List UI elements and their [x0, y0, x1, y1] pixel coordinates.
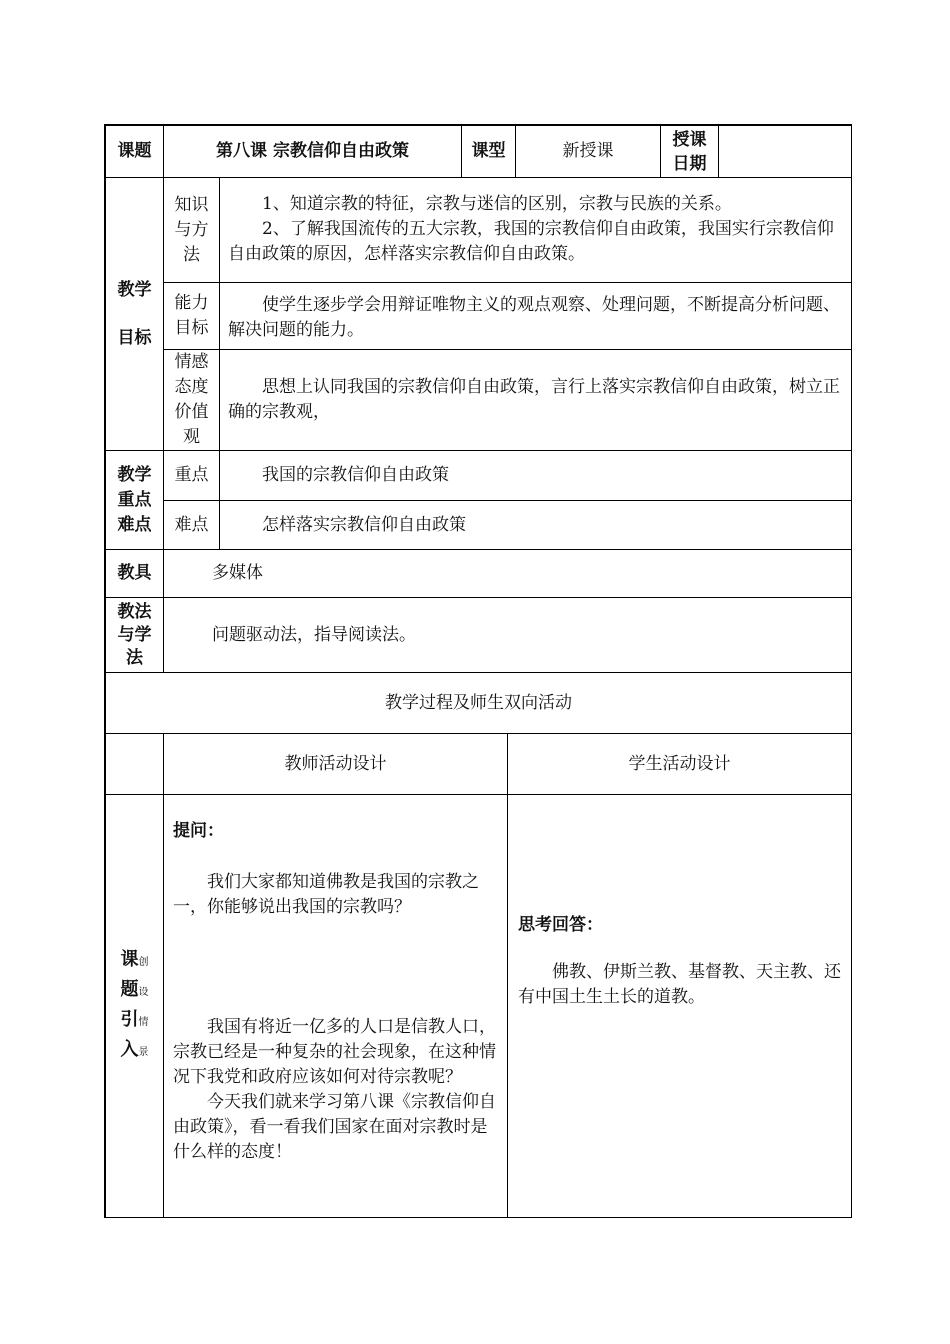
intro-label-char-4: 入 [120, 1039, 139, 1060]
objectives-label-line2: 目标 [117, 328, 152, 348]
keypoints-label-1: 教学 [117, 464, 152, 485]
emotion-label [163, 349, 220, 451]
difficulty-label: 难点 [163, 500, 220, 550]
ability-label-2: 目标 [174, 318, 209, 338]
methods-value-cell [163, 597, 852, 673]
keypoints-label-3: 难点 [117, 514, 152, 535]
tools-value: 多媒体 [212, 563, 263, 583]
student-activity-cell [507, 794, 852, 1218]
process-title: 教学过程及师生双向活动 [105, 672, 852, 734]
teacher-paragraph-2: 我国有将近一亿多的人口是信教人口，宗教已经是一种复杂的社会现象，在这种情况下我党和政府应该如何对待宗教呢？ [173, 1017, 496, 1087]
intro-label-char-3: 引 [120, 1009, 139, 1030]
intro-label-small-3: 情 [138, 1017, 149, 1028]
lesson-plan-table [104, 124, 852, 1218]
ability-label [163, 282, 220, 350]
methods-value: 问题驱动法，指导阅读法。 [212, 624, 416, 645]
knowledge-line-1: 1、知道宗教的特征，宗教与迷信的区别，宗教与民族的关系。 [262, 194, 732, 214]
intro-label-row-4 [121, 1036, 149, 1066]
teacher-activity-header: 教师活动设计 [163, 733, 508, 795]
knowledge-label-1: 知识 [174, 194, 209, 215]
type-value: 新授课 [515, 125, 661, 178]
date-label-line1: 授课 [672, 129, 707, 150]
emotion-label-1: 情感 [174, 352, 209, 372]
emotion-paragraph: 思想上认同我国的宗教信仰自由政策，言行上落实宗教信仰自由政策，树立正确的宗教观， [228, 377, 840, 422]
knowledge-label-3: 法 [183, 244, 200, 265]
methods-label-2: 与学 [117, 624, 152, 645]
methods-label-3: 法 [126, 647, 143, 668]
intro-label-char-1: 课 [120, 949, 139, 970]
intro-label-row-1 [121, 946, 149, 976]
process-corner-cell [105, 733, 164, 795]
objectives-label [105, 177, 164, 451]
intro-label-small-2: 设 [138, 987, 149, 998]
intro-label-row-3 [121, 1006, 149, 1036]
student-answer-text: 佛教、伊斯兰教、基督教、天主教、还有中国土生土长的道教。 [518, 962, 841, 1007]
intro-label-small-4: 景 [138, 1047, 149, 1058]
knowledge-line-2: 2、了解我国流传的五大宗教，我国的宗教信仰自由政策，我国实行宗教信仰自由政策的原因，怎样落实宗教信仰自由政策。 [228, 219, 834, 264]
intro-label-char-2: 题 [120, 979, 139, 1000]
topic-value: 第八课 宗教信仰自由政策 [163, 125, 462, 178]
emotion-label-2: 态度 [174, 377, 209, 397]
tools-label: 教具 [105, 549, 164, 598]
ability-paragraph: 使学生逐步学会用辩证唯物主义的观点观察、处理问题，不断提高分析问题、解决问题的能力。 [228, 295, 840, 340]
focus-text [219, 450, 852, 501]
student-activity-header: 学生活动设计 [507, 733, 852, 795]
date-label [660, 125, 719, 178]
intro-label-row-2 [121, 976, 149, 1006]
ability-text [219, 282, 852, 350]
focus-paragraph: 我国的宗教信仰自由政策 [262, 465, 449, 485]
tools-value-cell [163, 549, 852, 598]
teacher-paragraph-3: 今天我们就来学习第八课《宗教信仰自由政策》，看一看我们国家在面对宗教时是什么样的态度！ [173, 1092, 496, 1162]
teacher-question-heading: 提问： [173, 821, 224, 841]
topic-label: 课题 [105, 125, 164, 178]
student-answer-heading: 思考回答： [518, 915, 603, 935]
date-value [718, 125, 852, 178]
difficulty-text [219, 500, 852, 550]
type-label: 课型 [461, 125, 516, 178]
focus-label: 重点 [163, 450, 220, 501]
intro-label [105, 794, 164, 1218]
methods-label [105, 597, 164, 673]
emotion-label-4: 观 [183, 427, 200, 447]
knowledge-text [219, 177, 852, 283]
date-label-line2: 日期 [672, 153, 707, 174]
keypoints-label [105, 450, 164, 550]
emotion-label-3: 价值 [174, 402, 209, 422]
knowledge-label-2: 与方 [174, 219, 209, 240]
keypoints-label-2: 重点 [117, 489, 152, 510]
teacher-paragraph-1: 我们大家都知道佛教是我国的宗教之一，你能够说出我国的宗教吗？ [173, 872, 479, 917]
ability-label-1: 能力 [174, 293, 209, 313]
objectives-label-line1: 教学 [117, 280, 152, 300]
knowledge-label [163, 177, 220, 283]
methods-label-1: 教法 [117, 601, 152, 622]
intro-label-small-1: 创 [138, 957, 149, 968]
difficulty-paragraph: 怎样落实宗教信仰自由政策 [262, 514, 466, 535]
emotion-text [219, 349, 852, 451]
teacher-activity-cell [163, 794, 508, 1218]
